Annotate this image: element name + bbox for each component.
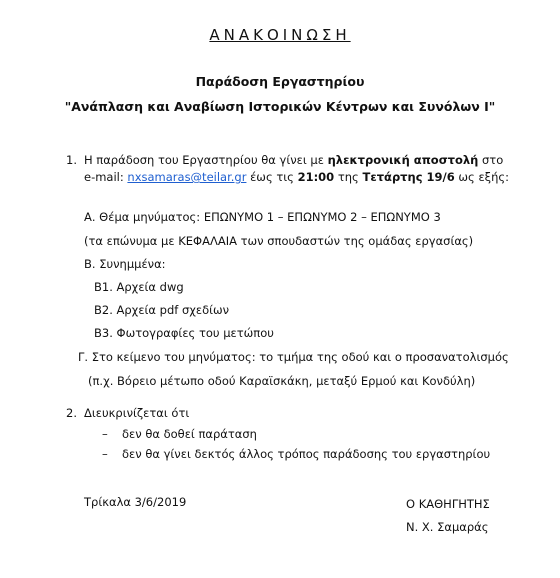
item1-line2-mid2: της: [334, 170, 363, 184]
item1-number: 1.: [66, 153, 77, 167]
section-b1: Β1. Αρχεία dwg: [94, 280, 184, 294]
item2-bullet-2: δεν θα γίνει δεκτός άλλος τρόπος παράδοσης του εργαστηρίου: [122, 447, 491, 461]
deadline-time: 21:00: [297, 170, 335, 184]
email-label: e-mail:: [84, 170, 128, 184]
item2-bullet-dash-2: –: [102, 447, 108, 461]
signature-role: Ο ΚΑΘΗΓΗΤΗΣ: [406, 497, 490, 511]
item1-line1-bold: ηλεκτρονική αποστολή: [327, 153, 479, 167]
item1-line1-post: στο: [478, 153, 504, 167]
deadline-date: Τετάρτης 19/6: [362, 170, 455, 184]
item1-line2: [84, 170, 509, 184]
section-g-note: (π.χ. Βόρειο μέτωπο οδού Καραϊσκάκη, μεταξύ Ερμού και Κονδύλη): [88, 374, 476, 388]
item1-line2-mid1: έως τις: [246, 170, 298, 184]
item1-line1: [84, 153, 503, 167]
section-a-note: (τα επώνυμα με ΚΕΦΑΛΑΙΑ των σπουδαστών της ομάδας εργασίας): [84, 234, 474, 248]
section-b3: Β3. Φωτογραφίες του μετώπου: [94, 326, 274, 340]
announcement-title: ΑΝΑΚΟΙΝΩΣΗ: [209, 26, 351, 44]
item2-text: Διευκρινίζεται ότι: [84, 406, 190, 420]
item2-bullet-1: δεν θα δοθεί παράταση: [122, 427, 257, 441]
item1-line2-post: ως εξής:: [454, 170, 509, 184]
subtitle-course-name: "Ανάπλαση και Αναβίωση Ιστορικών Κέντρων και Συνόλων Ι": [64, 99, 496, 114]
signature-name: Ν. Χ. Σαμαράς: [406, 520, 489, 534]
item2-bullet-dash-1: –: [102, 427, 108, 441]
item2-number: 2.: [66, 406, 77, 420]
email-link[interactable]: nxsamaras@teilar.gr: [127, 170, 247, 184]
section-b: Β. Συνημμένα:: [84, 257, 166, 271]
section-b2: Β2. Αρχεία pdf σχεδίων: [94, 303, 230, 317]
section-g: Γ. Στο κείμενο του μηνύματος: το τμήμα της οδού και ο προσανατολισμός: [78, 350, 509, 364]
place-date: Τρίκαλα 3/6/2019: [84, 495, 187, 509]
subtitle-course-submission: Παράδοση Εργαστηρίου: [195, 74, 365, 89]
section-a: Α. Θέμα μηνύματος: ΕΠΩΝΥΜΟ 1 – ΕΠΩΝΥΜΟ 2 – ΕΠΩΝΥΜΟ 3: [84, 210, 441, 224]
item1-line1-pre: Η παράδοση του Εργαστηρίου θα γίνει με: [84, 153, 328, 167]
